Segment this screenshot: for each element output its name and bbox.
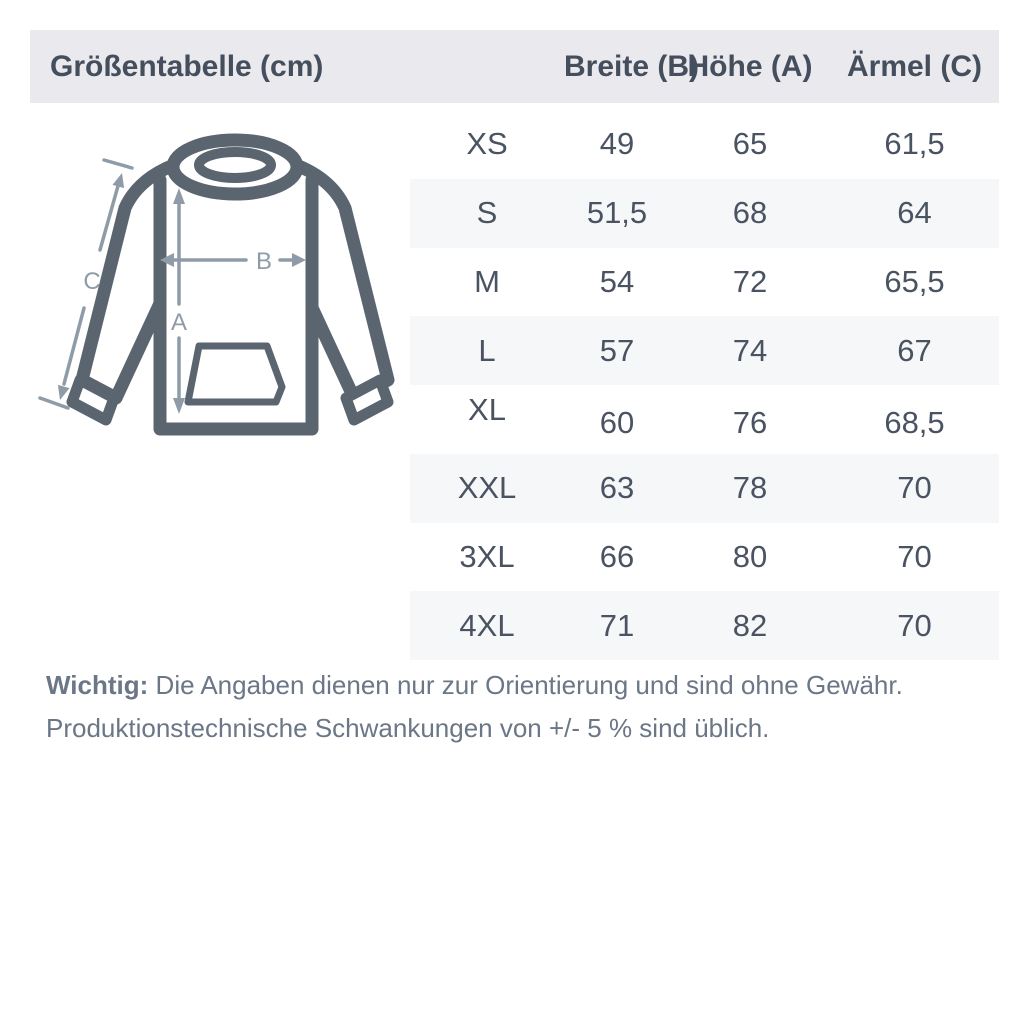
measure-label-c: C xyxy=(83,268,101,295)
cell-breite: 60 xyxy=(599,405,635,441)
hoodie-measurement-diagram xyxy=(30,118,430,463)
arrowhead-c-top xyxy=(113,173,125,188)
cell-size: 3XL xyxy=(459,538,515,574)
cell-aermel: 61,5 xyxy=(884,126,945,162)
cell-size: L xyxy=(478,332,496,368)
cell-aermel: 64 xyxy=(897,195,932,231)
table-row xyxy=(410,110,999,179)
cell-breite: 57 xyxy=(599,332,635,368)
measure-label-b: B xyxy=(255,248,273,275)
cell-aermel: 70 xyxy=(897,607,932,643)
footnote xyxy=(46,664,986,750)
cell-aermel: 67 xyxy=(897,332,932,368)
size-chart-header-bar xyxy=(30,30,999,103)
table-row xyxy=(410,523,999,592)
column-headers xyxy=(410,30,999,103)
footnote-line2: Produktionstechnische Schwankungen von +/- 5 % sind üblich. xyxy=(46,713,770,743)
table-row xyxy=(410,179,999,248)
cell-breite: 51,5 xyxy=(586,195,648,231)
table-row xyxy=(410,454,999,523)
cell-breite: 63 xyxy=(599,470,635,506)
col-header-breite: Breite (B) xyxy=(564,49,700,83)
table-row xyxy=(410,248,999,317)
table-row xyxy=(410,385,999,454)
footnote-line1: Die Angaben dienen nur zur Orientierung und sind ohne Gewähr. xyxy=(148,670,903,700)
col-header-aermel: Ärmel (C) xyxy=(846,49,982,83)
cell-aermel: 70 xyxy=(897,470,932,506)
cell-hoehe: 78 xyxy=(732,470,768,506)
cell-breite: 71 xyxy=(599,607,635,643)
hoodie-pocket xyxy=(188,346,282,402)
cell-hoehe: 74 xyxy=(732,332,768,368)
cell-size: XL xyxy=(468,392,506,428)
measure-label-a: A xyxy=(170,309,188,336)
cell-size: 4XL xyxy=(459,607,515,643)
cell-hoehe: 76 xyxy=(732,405,768,441)
cell-breite: 49 xyxy=(599,126,635,162)
cell-size: S xyxy=(476,195,498,231)
cell-hoehe: 82 xyxy=(732,607,768,643)
cell-size: M xyxy=(474,263,500,299)
cell-breite: 54 xyxy=(599,263,635,299)
size-table xyxy=(410,110,999,660)
footnote-bold-label: Wichtig: xyxy=(46,670,149,700)
table-row xyxy=(410,316,999,385)
page-title: Größentabelle (cm) xyxy=(50,50,324,83)
cell-breite: 66 xyxy=(599,538,635,574)
table-row xyxy=(410,591,999,660)
cell-size: XS xyxy=(466,126,508,162)
cell-hoehe: 65 xyxy=(732,126,768,162)
cell-hoehe: 80 xyxy=(732,538,768,574)
cell-aermel: 68,5 xyxy=(884,405,945,441)
cell-aermel: 70 xyxy=(897,538,932,574)
col-header-hoehe: Höhe (A) xyxy=(687,49,813,83)
cell-size: XXL xyxy=(457,470,517,506)
cell-hoehe: 68 xyxy=(732,195,768,231)
cell-hoehe: 72 xyxy=(732,263,768,299)
cell-aermel: 65,5 xyxy=(884,263,945,299)
